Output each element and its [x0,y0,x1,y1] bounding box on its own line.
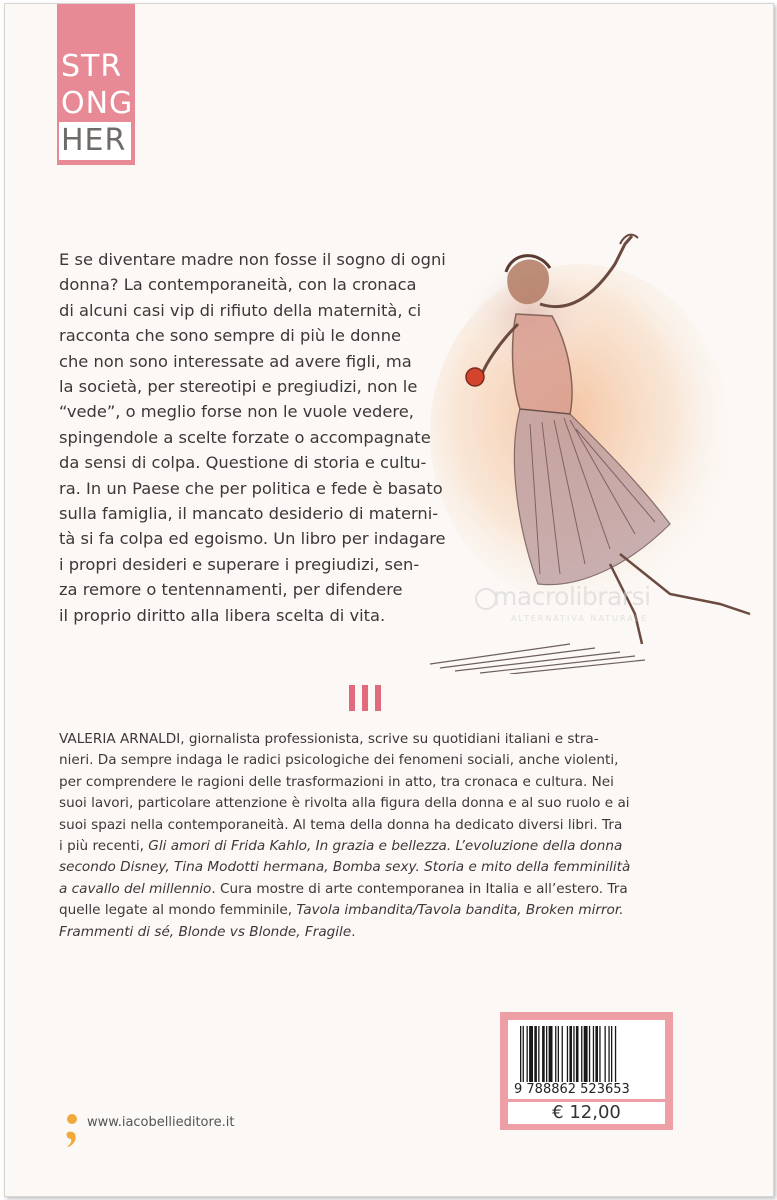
logo-line-2: ONG [61,86,134,121]
author-bio [59,729,719,943]
separator-bar [375,685,381,711]
description-line: il proprio diritto alla libera scelta di vita. [59,605,386,625]
description-line: E se diventare madre non fosse il sogno di ogni [59,250,446,269]
bio-exhibition-titles: Frammenti di sé, Blonde vs Blonde, Fragile [59,923,352,940]
bio-line [59,879,719,900]
description-line: che non sono interessate ad avere figli, ma [59,351,412,371]
bio-book-titles: a cavallo del millennio [59,880,212,897]
isbn-digits: 9 788862 523653 [514,1082,630,1097]
bio-line: suoi lavori, particolare attenzione è rivolta alla figura della donna e al suo ruolo e ai [59,795,630,812]
watermark [475,582,651,638]
bio-exhibition-titles: Tavola imbandita/Tavola bandita, Broken mirror. [296,902,624,919]
description-line: sulla famiglia, il mancato desiderio di materni- [59,504,439,524]
bio-line [59,836,719,857]
publisher-semicolon-icon [65,1112,79,1148]
description-line: la società, per stereotipi e pregiudizi, non le [59,377,418,397]
book-description [59,247,454,628]
description-line: racconta che sono sempre di più le donne [59,326,402,346]
bio-line: nieri. Da sempre indaga le radici psicologiche dei fenomeni sociali, anche violenti, [59,752,619,769]
description-line: spingendole a scelte forzate o accompagnate [59,427,431,447]
separator-bar [362,685,368,711]
bio-line: suoi spazi nella contemporaneità. Al tema della donna ha dedicato diversi libri. Tra [59,816,623,833]
barcode-bars [520,1026,656,1082]
bio-line: per comprendere le ragioni delle trasformazioni in atto, tra cronaca e cultura. Nei [59,773,614,790]
watermark-main-text: macrolibrarsi [493,582,651,611]
barcode [508,1020,665,1099]
description-line: “vede”, o meglio forse non le vuole vedere, [59,402,414,422]
bio-line [59,857,719,878]
bio-line: VALERIA ARNALDI, giornalista professionista, scrive su quotidiani italiani e stra- [59,731,599,747]
strong-her-logo [57,4,135,165]
bio-text: . Cura mostre di arte contemporanea in Italia e all’estero. Tra [211,880,628,897]
bio-text: . [351,923,356,940]
book-back-cover [4,3,774,1197]
bio-text: quelle legate al mondo femminile, [59,902,297,919]
description-line: ra. In un Paese che per politica e fede è basato [59,478,443,498]
logo-line-1: STR [59,48,131,85]
bio-line [59,922,719,943]
section-separator [349,685,381,711]
price-label: € 12,00 [508,1102,665,1124]
logo-text-block [59,48,134,160]
description-line: za remore o tentennamenti, per difendere [59,580,403,600]
description-line: tà si fa colpa ed egoismo. Un libro per indagare [59,529,446,549]
logo-line-3: HER [59,122,131,159]
bio-line [59,900,719,921]
watermark-sub-text: ALTERNATIVA NATURALE [511,614,649,623]
description-line: i propri desideri e superare i pregiudizi, sen- [59,554,420,574]
separator-bar [349,685,355,711]
bio-text: i più recenti, [59,838,149,855]
bio-book-titles: secondo Disney, Tina Modotti hermana, Bomba sexy. Storia e mito della femminilità [59,859,631,876]
publisher-website: www.iacobellieditore.it [87,1115,235,1130]
description-line: da sensi di colpa. Questione di storia e cultu- [59,453,427,473]
bio-book-titles: Gli amori di Frida Kahlo, In grazia e bellezza. L’evoluzione della donna [148,838,623,855]
description-line: di alcuni casi vip di rifiuto della maternità, ci [59,300,422,320]
description-line: donna? La contemporaneità, con la cronaca [59,275,417,295]
barcode-price-box [500,1012,673,1130]
